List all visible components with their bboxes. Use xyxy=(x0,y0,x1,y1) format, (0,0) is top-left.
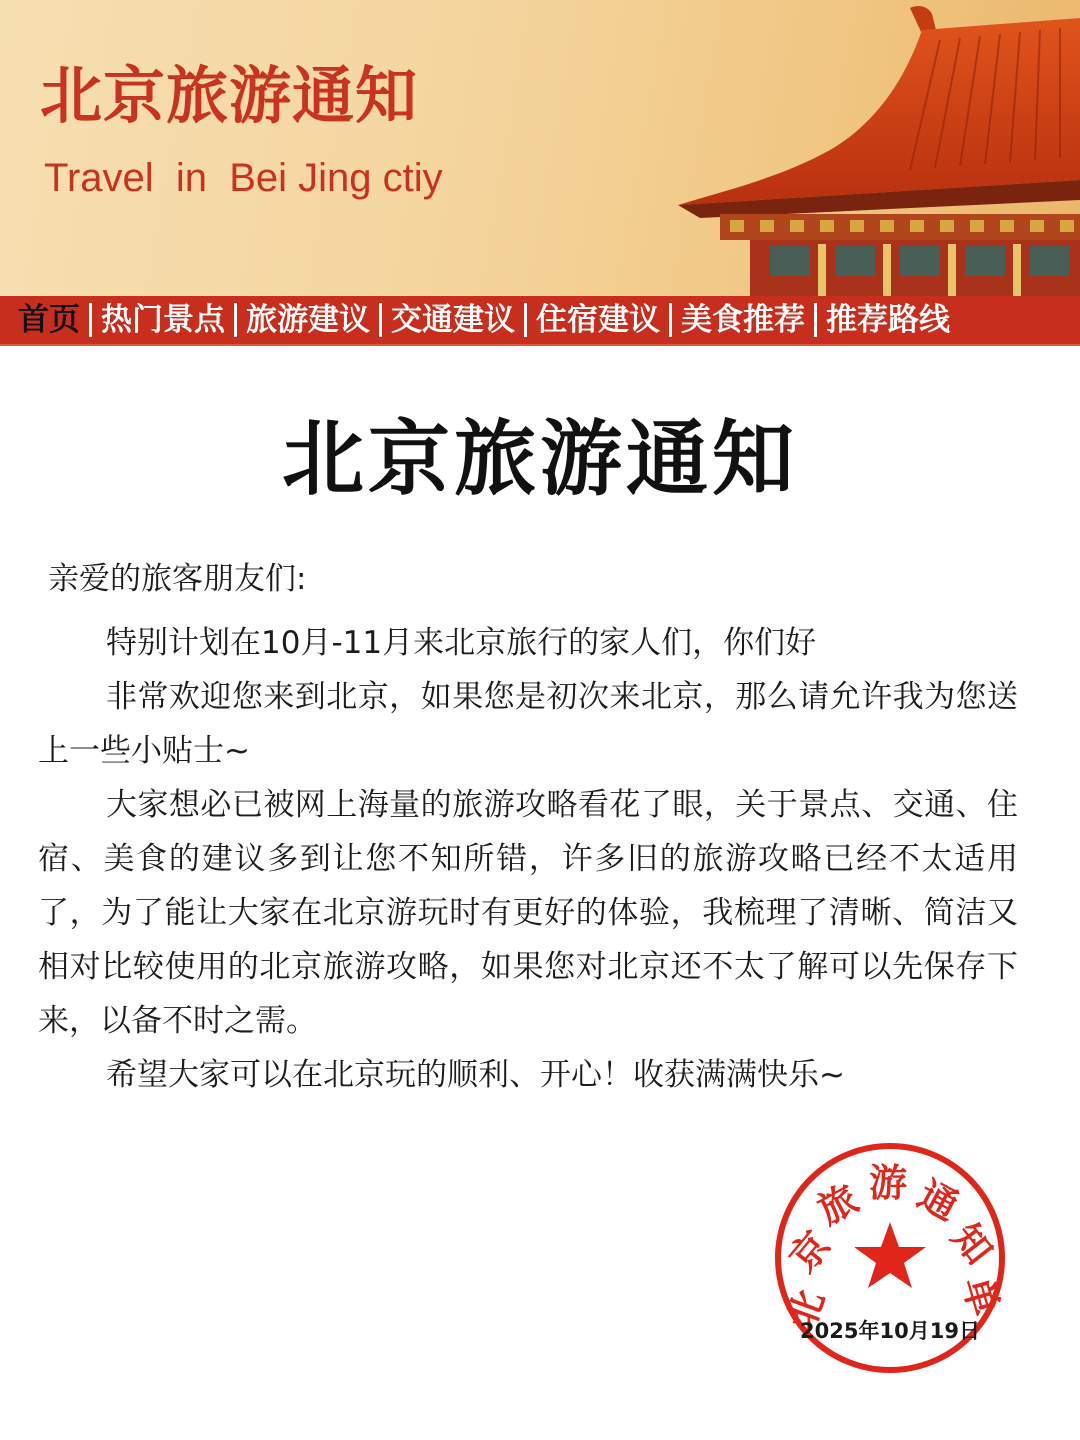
nav-divider xyxy=(379,303,382,337)
top-nav xyxy=(0,296,1080,346)
nav-travel-advice[interactable]: 旅游建议 xyxy=(246,302,370,338)
paragraph: 大家想必已被网上海量的旅游攻略看花了眼，关于景点、交通、住宿、美食的建议多到让您不知所错，许多旧的旅游攻略已经不太适用了，为了能让大家在北京游玩时有更好的体验，我梳理了清晰、简洁又相对比较使用的北京旅游攻略，如果您对北京还不太了解可以先保存下来，以备不时之需。 xyxy=(38,787,1018,1039)
paragraph: 希望大家可以在北京玩的顺利、开心！收获满满快乐~ xyxy=(106,1057,845,1093)
nav-divider xyxy=(89,303,92,337)
notice-body xyxy=(38,552,1018,1102)
official-seal xyxy=(772,1140,1008,1376)
nav-food-recommend[interactable]: 美食推荐 xyxy=(681,302,805,338)
header-banner xyxy=(0,0,1080,296)
salutation: 亲爱的旅客朋友们: xyxy=(48,561,307,597)
nav-lodging-advice[interactable]: 住宿建议 xyxy=(536,302,660,338)
nav-divider xyxy=(814,303,817,337)
nav-home[interactable]: 首页 xyxy=(18,302,80,338)
svg-text:北: 北 xyxy=(778,1284,833,1335)
svg-text:知: 知 xyxy=(943,1215,1002,1273)
svg-text:通: 通 xyxy=(910,1172,966,1229)
header-title: 北京旅游通知 xyxy=(40,59,419,132)
paragraph: 非常欢迎您来到北京，如果您是初次来北京，那么请允许我为您送上一些小贴士~ xyxy=(38,679,1018,769)
svg-text:单: 单 xyxy=(954,1272,1007,1321)
nav-divider xyxy=(669,303,672,337)
svg-text:京: 京 xyxy=(780,1222,840,1281)
header-subtitle: Travel in Bei Jing ctiy xyxy=(44,156,443,200)
seal-date: 2025年10月19日 xyxy=(800,1319,980,1343)
nav-routes[interactable]: 推荐路线 xyxy=(826,302,950,338)
svg-text:游: 游 xyxy=(868,1161,908,1205)
nav-divider xyxy=(234,303,237,337)
nav-divider xyxy=(524,303,527,337)
palace-roof-illustration xyxy=(660,0,1080,296)
nav-hot-spots[interactable]: 热门景点 xyxy=(101,302,225,338)
paragraph: 特别计划在10月-11月来北京旅行的家人们，你们好 xyxy=(106,625,817,661)
svg-text:旅: 旅 xyxy=(810,1176,866,1233)
nav-transport-advice[interactable]: 交通建议 xyxy=(391,302,515,338)
page-title: 北京旅游通知 xyxy=(281,412,798,507)
